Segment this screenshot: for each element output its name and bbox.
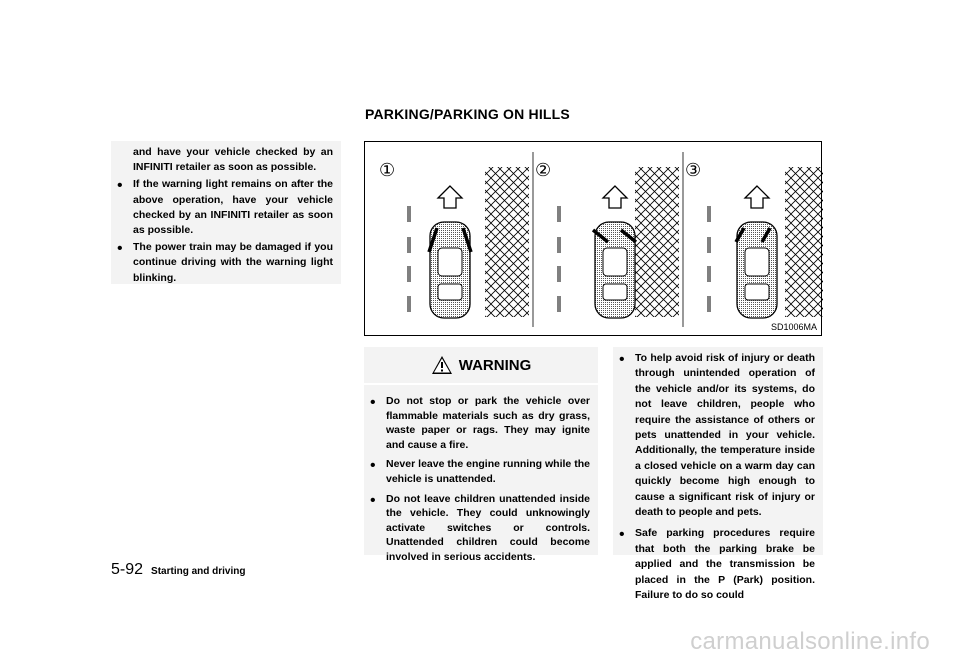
- list-item: [613, 347, 823, 520]
- parking-illustration: [365, 142, 823, 337]
- figure-code: SD1006MA: [770, 322, 817, 332]
- list-item: [111, 177, 341, 238]
- page-number: 5-92: [111, 561, 144, 578]
- warning-header: [364, 347, 598, 385]
- warning-title: WARNING: [458, 356, 532, 374]
- bullet-icon: •: [619, 351, 625, 368]
- bullet-icon: •: [370, 394, 376, 411]
- parking-figure: [364, 141, 822, 336]
- curb-hatch: [485, 167, 529, 317]
- curb-hatch: [785, 167, 823, 317]
- panel-label: ③: [685, 160, 702, 181]
- bullet-text: Safe parking procedures require that both the parking brake be applied and the transmission be placed in the P (Park) position. Failure to do so could: [635, 527, 815, 602]
- direction-arrow-icon: [745, 186, 769, 208]
- bullet-icon: •: [370, 457, 376, 475]
- warning-icon: [431, 355, 453, 375]
- list-item: [111, 240, 341, 286]
- curb-hatch: [635, 167, 679, 317]
- dash-marks: [408, 206, 410, 312]
- continuation-text: and have your vehicle checked by an INFINITI retailer as soon as possible.: [133, 146, 333, 174]
- panel-3: [708, 167, 823, 318]
- watermark: carmanualsonline.info: [690, 628, 930, 655]
- panel-1: [408, 167, 529, 318]
- direction-arrow-icon: [438, 186, 462, 208]
- panel-label: ②: [535, 160, 552, 181]
- direction-arrow-icon: [603, 186, 627, 208]
- list-item: [364, 492, 598, 565]
- footer-section: Starting and driving: [151, 566, 246, 577]
- list-item: [613, 522, 823, 603]
- warning-body: [364, 385, 598, 565]
- bullet-icon: •: [619, 526, 625, 544]
- bullet-text: Do not leave children unattended inside the vehicle. They could unknowingly activate switches or controls. Unattended children could become involved in serious accidents.: [386, 492, 590, 563]
- list-item: [364, 457, 598, 486]
- panel-2: [558, 167, 679, 318]
- bullet-icon: •: [370, 491, 376, 509]
- bullet-text: Never leave the engine running while the vehicle is unattended.: [386, 458, 590, 485]
- bullet-text: If the warning light remains on after the above operation, have your vehicle checked by an INFINITI retailer as soon as possible.: [133, 178, 333, 237]
- bullet-text: Do not stop or park the vehicle over flammable materials such as dry grass, waste paper or rags. They may ignite and cause a fire.: [386, 395, 590, 451]
- warning-box: [364, 347, 598, 563]
- bullet-icon: •: [117, 177, 123, 195]
- dash-marks: [708, 206, 710, 312]
- page-footer: [111, 561, 245, 579]
- section-title: PARKING/PARKING ON HILLS: [365, 106, 570, 122]
- bullet-icon: •: [117, 240, 123, 258]
- bullet-text: To help avoid risk of injury or death through unintended operation of the vehicle and/or its systems, do not leave children, people who require the assistance of others or pets unattended in your vehicle. Additionally, the temperature inside a closed vehicle on a warm day can quickly become high enough to cause a significant risk of injury or death to people and pets.: [635, 352, 815, 519]
- left-column: [111, 141, 341, 284]
- bullet-text: The power train may be damaged if you continue driving with the warning light blinking.: [133, 241, 333, 284]
- panel-label: ①: [379, 160, 396, 181]
- list-item: [364, 394, 598, 452]
- dash-marks: [558, 206, 560, 312]
- right-column: [613, 347, 823, 602]
